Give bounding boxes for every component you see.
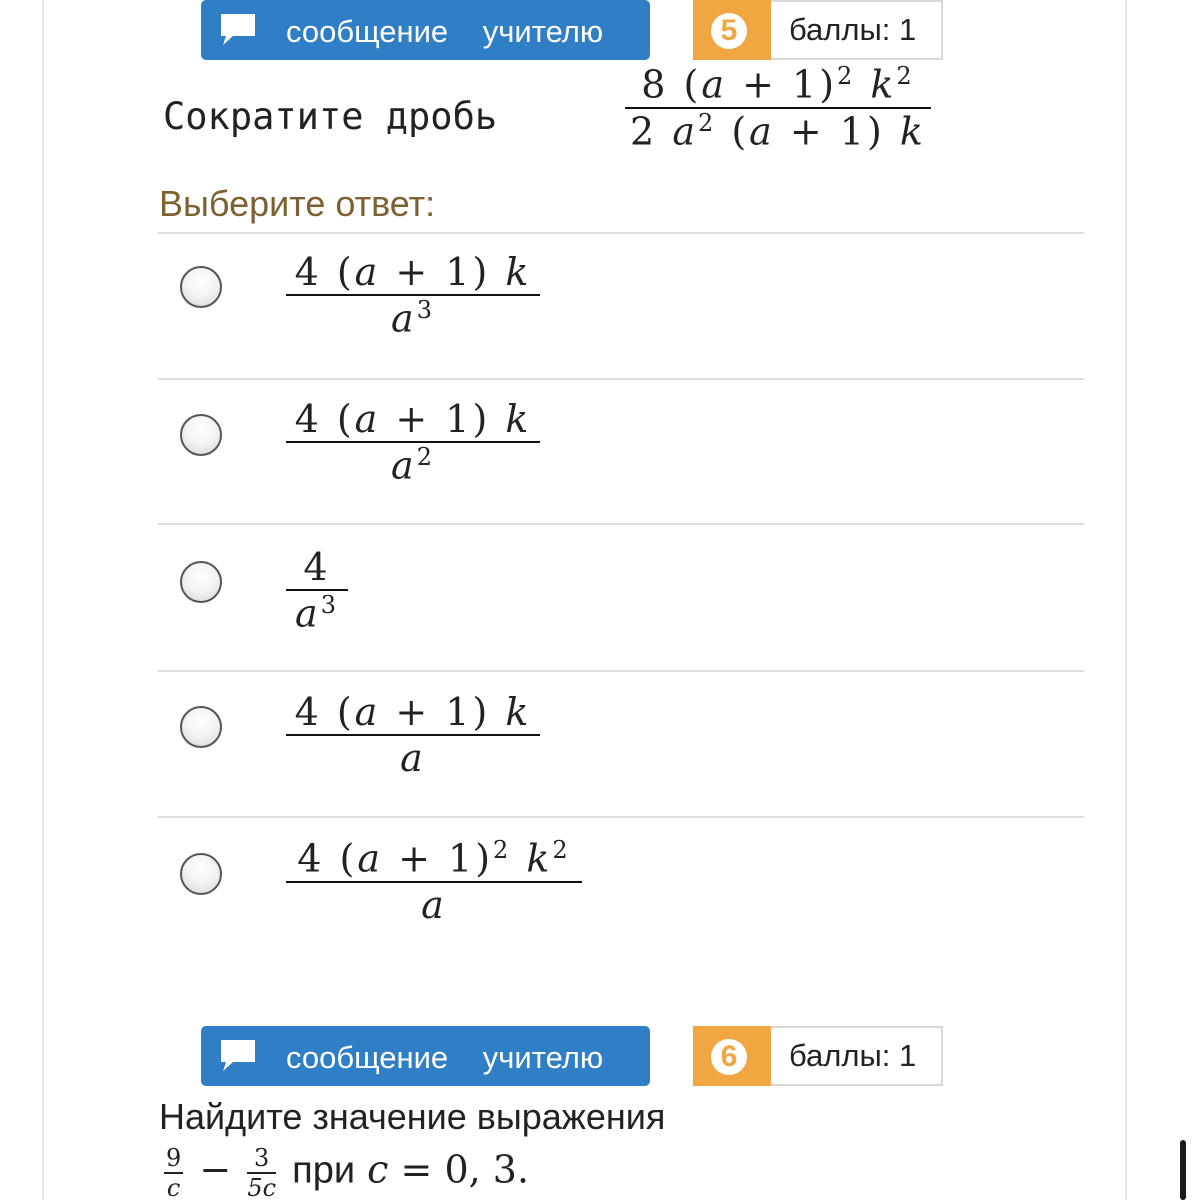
divider xyxy=(158,232,1084,234)
question-number-badge xyxy=(693,1026,771,1086)
scrollbar-thumb[interactable] xyxy=(1180,1140,1186,1200)
question-number: 5 xyxy=(711,13,747,49)
answer-option-4[interactable]: 4 (a + 1) k a xyxy=(286,690,540,780)
question-expression: $\frac{9}{c}$ − $\frac{3}{5c}$ при c = 0, 3. xyxy=(166,1144,530,1202)
points-label: баллы: 1 xyxy=(771,1026,943,1086)
answer-option-5[interactable]: 4 $(a + 1)^2$ $k^2$ a xyxy=(286,836,582,927)
choose-answer-label: Выберите ответ: xyxy=(159,183,436,224)
answer-option-1[interactable]: 4 (a + 1) k $a^3$ xyxy=(286,250,540,341)
chat-bubble-icon xyxy=(219,1038,259,1082)
chat-bubble-icon xyxy=(219,12,259,56)
answer-radio-3[interactable] xyxy=(180,561,222,603)
divider xyxy=(158,378,1084,380)
fraction-denominator: 2 $a^2$ (a + 1) k xyxy=(630,108,926,154)
message-teacher-button[interactable] xyxy=(201,1026,650,1086)
answer-radio-4[interactable] xyxy=(180,706,222,748)
question-badge xyxy=(693,1026,943,1086)
answer-radio-5[interactable] xyxy=(180,853,222,895)
question-number: 6 xyxy=(711,1039,747,1075)
question-prompt: Найдите значение выражения xyxy=(159,1096,666,1137)
fraction-numerator: 8 $(a + 1)^2$ $k^2$ xyxy=(641,62,915,107)
page-border-left xyxy=(42,0,44,1200)
answer-option-2[interactable]: 4 (a + 1) k $a^2$ xyxy=(286,397,540,488)
question-number-badge xyxy=(693,0,771,60)
message-teacher-button[interactable] xyxy=(201,0,650,60)
answer-radio-1[interactable] xyxy=(180,266,222,308)
divider xyxy=(158,670,1084,672)
message-teacher-label: сообщение учителю xyxy=(286,14,604,49)
points-label: баллы: 1 xyxy=(771,0,943,60)
divider xyxy=(158,816,1084,818)
answer-radio-2[interactable] xyxy=(180,414,222,456)
message-teacher-label: сообщение учителю xyxy=(286,1040,604,1075)
question-prompt: Сократите дробь xyxy=(163,95,498,138)
question-fraction xyxy=(625,62,931,153)
page-border-right xyxy=(1125,0,1127,1200)
divider xyxy=(158,523,1084,525)
question-badge xyxy=(693,0,943,60)
answer-option-3[interactable]: 4 $a^3$ xyxy=(286,545,348,636)
